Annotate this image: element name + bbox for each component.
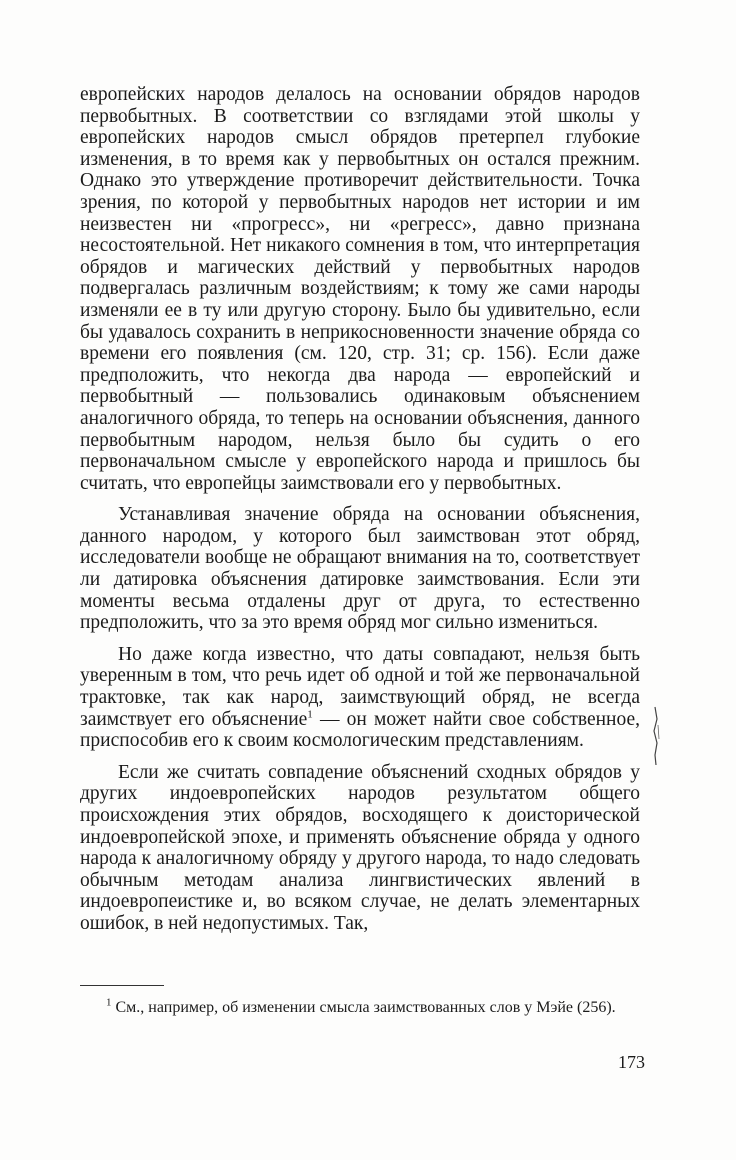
footnote-divider (80, 985, 164, 986)
footnote-text: См., например, об изменении смысла заимствованных слов у Мэйе (256). (111, 999, 616, 1016)
footnote (80, 998, 640, 1018)
paragraph-1: европейских народов делалось на основании обрядов народов первобытных. В соответствии со взглядами этой школы у европейских народов смысл обрядов претерпел глубокие изменения, в то время как у первобытных он остался прежним. Однако это утверждение противоречит действительности. Точка зрения, по которой у первобытных народов нет истории и им неизвестен ни «прогресс», ни «регресс», давно признана несостоятельной. Нет никакого сомнения в том, что интерпретация обрядов и магических действий у первобытных народов подвергалась различным воздействиям; к тому же сами народы изменяли ее в ту или другую сторону. Было бы удивительно, если бы удавалось сохранить в неприкосновенности значение обряда со времени его появления (см. 120, стр. 31; ср. 156). Если даже предположить, что некогда два народа — европейский и первобытный — пользовались одинаковым объяснением аналогичного обряда, то теперь на основании объяснения, данного первобытным народом, нельзя было бы судить о его первоначальном смысле у европейского народа и пришлось бы считать, что европейцы заимствовали его у первобытных. (80, 84, 640, 494)
main-text (80, 84, 640, 935)
paragraph-2: Устанавливая значение обряда на основании объяснения, данного народом, у которого был заимствован этот обряд, исследователи вообще не обращают внимания на то, соответствует ли датировка объяснения датировке заимствования. Если эти моменты весьма отдалены друг от друга, то естественно предположить, что за это время обряд мог сильно измениться. (80, 504, 640, 634)
page-number: 173 (618, 1052, 645, 1072)
footnote-mark: 1 (106, 996, 112, 1009)
paragraph-3 (80, 644, 640, 752)
paragraph-3-after: — он может найти свое собственное, приспособив его к своим космологическим представлениям. (80, 708, 640, 752)
paragraph-4: Если же считать совпадение объяснений сходных обрядов у других индоевропейских народов результатом общего происхождения этих обрядов, восходящего к доисторической индоевропейской эпохе, и применять объяснение обряда у одного народа к аналогичному обряду у другого народа, то надо следовать обычным методам анализа лингвистических явлений в индоевропеистике и, во всяком случае, не делать элементарных ошибок, в ней недопустимых. Так, (80, 761, 640, 934)
paragraph-3-before: Но даже когда известно, что даты совпадают, нельзя быть уверенным в том, что речь идет об одной и той же первоначальной трактовке, так как народ, заимствующий обряд, не всегда заимствует его объяснение (80, 643, 640, 730)
footnote-reference: 1 (307, 708, 313, 721)
margin-mark-icon (651, 705, 661, 767)
